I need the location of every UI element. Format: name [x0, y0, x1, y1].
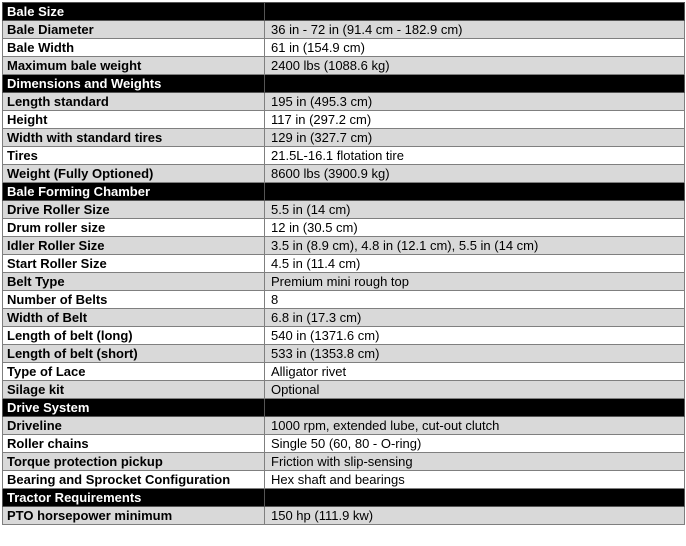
spec-label: Weight (Fully Optioned) [3, 165, 265, 183]
spec-value: Optional [265, 381, 685, 399]
spec-label: PTO horsepower minimum [3, 507, 265, 525]
spec-row [3, 237, 685, 255]
spec-value: Hex shaft and bearings [265, 471, 685, 489]
spec-label: Bearing and Sprocket Configuration [3, 471, 265, 489]
spec-row [3, 201, 685, 219]
section-header [3, 399, 685, 417]
spec-label: Type of Lace [3, 363, 265, 381]
spec-label: Number of Belts [3, 291, 265, 309]
spec-label: Maximum bale weight [3, 57, 265, 75]
spec-value: 117 in (297.2 cm) [265, 111, 685, 129]
spec-value: 5.5 in (14 cm) [265, 201, 685, 219]
spec-value: 61 in (154.9 cm) [265, 39, 685, 57]
spec-label: Torque protection pickup [3, 453, 265, 471]
section-header [3, 75, 685, 93]
spec-row [3, 255, 685, 273]
spec-label: Tires [3, 147, 265, 165]
spec-value: 4.5 in (11.4 cm) [265, 255, 685, 273]
section-title: Dimensions and Weights [3, 75, 265, 93]
spec-row [3, 381, 685, 399]
spec-label: Roller chains [3, 435, 265, 453]
spec-row [3, 453, 685, 471]
spec-value: 129 in (327.7 cm) [265, 129, 685, 147]
section-title: Tractor Requirements [3, 489, 265, 507]
spec-value: 36 in - 72 in (91.4 cm - 182.9 cm) [265, 21, 685, 39]
spec-label: Height [3, 111, 265, 129]
section-header-blank [265, 399, 685, 417]
section-title: Bale Size [3, 3, 265, 21]
spec-label: Silage kit [3, 381, 265, 399]
spec-label: Start Roller Size [3, 255, 265, 273]
spec-value: 21.5L-16.1 flotation tire [265, 147, 685, 165]
spec-row [3, 111, 685, 129]
spec-row [3, 471, 685, 489]
spec-value: 533 in (1353.8 cm) [265, 345, 685, 363]
spec-value: 195 in (495.3 cm) [265, 93, 685, 111]
spec-row [3, 309, 685, 327]
spec-row [3, 435, 685, 453]
spec-label: Length of belt (short) [3, 345, 265, 363]
section-header [3, 3, 685, 21]
section-header-blank [265, 3, 685, 21]
spec-row [3, 507, 685, 525]
section-header [3, 183, 685, 201]
spec-label: Width with standard tires [3, 129, 265, 147]
section-header-blank [265, 489, 685, 507]
spec-label: Drive Roller Size [3, 201, 265, 219]
spec-value: 6.8 in (17.3 cm) [265, 309, 685, 327]
spec-label: Driveline [3, 417, 265, 435]
spec-value: Alligator rivet [265, 363, 685, 381]
spec-value: 8600 lbs (3900.9 kg) [265, 165, 685, 183]
spec-row [3, 327, 685, 345]
section-title: Bale Forming Chamber [3, 183, 265, 201]
spec-row [3, 165, 685, 183]
spec-row [3, 57, 685, 75]
spec-value: 150 hp (111.9 kw) [265, 507, 685, 525]
spec-label: Length of belt (long) [3, 327, 265, 345]
section-title: Drive System [3, 399, 265, 417]
spec-label: Drum roller size [3, 219, 265, 237]
spec-row [3, 129, 685, 147]
spec-value: Friction with slip-sensing [265, 453, 685, 471]
spec-row [3, 291, 685, 309]
specifications-table [2, 2, 685, 525]
spec-value: 12 in (30.5 cm) [265, 219, 685, 237]
spec-label: Width of Belt [3, 309, 265, 327]
spec-value: 3.5 in (8.9 cm), 4.8 in (12.1 cm), 5.5 in (14 cm) [265, 237, 685, 255]
spec-row [3, 363, 685, 381]
spec-row [3, 147, 685, 165]
spec-value: 1000 rpm, extended lube, cut-out clutch [265, 417, 685, 435]
spec-row [3, 345, 685, 363]
section-header-blank [265, 183, 685, 201]
spec-value: 2400 lbs (1088.6 kg) [265, 57, 685, 75]
spec-value: Single 50 (60, 80 - O-ring) [265, 435, 685, 453]
spec-label: Length standard [3, 93, 265, 111]
spec-value: Premium mini rough top [265, 273, 685, 291]
spec-row [3, 39, 685, 57]
spec-row [3, 273, 685, 291]
spec-row [3, 21, 685, 39]
spec-value: 8 [265, 291, 685, 309]
spec-label: Idler Roller Size [3, 237, 265, 255]
spec-label: Belt Type [3, 273, 265, 291]
specifications-body [3, 3, 685, 525]
spec-label: Bale Diameter [3, 21, 265, 39]
spec-row [3, 417, 685, 435]
section-header-blank [265, 75, 685, 93]
spec-value: 540 in (1371.6 cm) [265, 327, 685, 345]
spec-label: Bale Width [3, 39, 265, 57]
spec-row [3, 93, 685, 111]
section-header [3, 489, 685, 507]
spec-row [3, 219, 685, 237]
